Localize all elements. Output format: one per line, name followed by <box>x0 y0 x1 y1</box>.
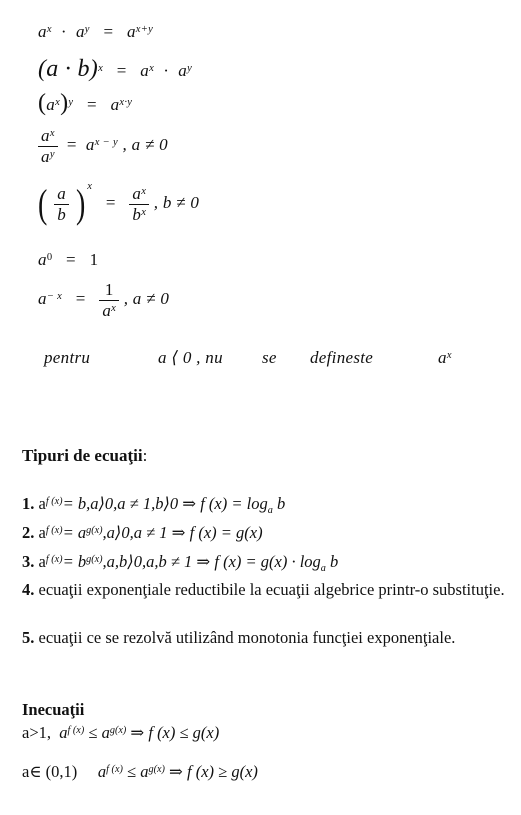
equation-type-2: 2. $a^{f (x)}=$ $a^{g(x)},a⟩0,a \ne 1$ ⇒ f (x) = g(x) <box>22 523 263 542</box>
equation-type-4: 4. ecuaţii exponenţiale reductibile la ecuaţii algebrice printr-o substituţie. <box>22 580 505 599</box>
inequality-rule-2: a∈ (0,1) $a^{f (x)} \le a^{g(x)}$ ⇒ f (x) ≥ g(x) <box>22 762 258 781</box>
equation-type-1: 1. $a^{f (x)}=$ b,a⟩0,a ≠ 1,b⟩0 ⇒ f $(x) = \log_a b$ <box>22 494 286 516</box>
formula-power-of-quotient: ( $\frac{a}{b}$ ) $^x$ = $\frac{a^x}{b^x}$ , b ≠ 0 <box>38 180 200 227</box>
section-title-types: Tipuri de ecuaţii: <box>22 446 148 465</box>
equation-type-5: 5. ecuaţii ce se rezolvă utilizând monotonia funcţiei exponenţiale. <box>22 628 456 647</box>
formula-quotient-rule: $\frac{a^x}{a^y}$ = $a^{x - y}$ , a ≠ 0 <box>38 126 168 166</box>
formula-zero-exponent: $a^0$ = 1 <box>38 250 99 269</box>
formula-power-of-product: $(a \cdot b)^x$ = $a^x \cdot a^y$ <box>38 56 193 82</box>
formula-power-of-power: $(a^x)^y$ = $a^{x\cdot y}$ <box>38 90 133 116</box>
section-title-inequalities: Inecuaţii <box>22 700 85 719</box>
equation-type-3: 3. $a^{f (x)}=$ $b^{g(x)},a,b⟩0,a,b \ne 1$ ⇒ f $(x) = g(x) \cdot \log_a b$ <box>22 552 339 574</box>
formula-product-rule: $a^x \cdot a^y$ = $a^{x+y}$ <box>38 22 154 41</box>
inequality-rule-1: a>1, $a^{f (x)} \le a^{g(x)}$ ⇒ f (x) ≤ g(x) <box>22 723 220 742</box>
formula-negative-exponent: $a^{- x}$ = $\frac{1}{a^x}$ , a ≠ 0 <box>38 280 170 320</box>
